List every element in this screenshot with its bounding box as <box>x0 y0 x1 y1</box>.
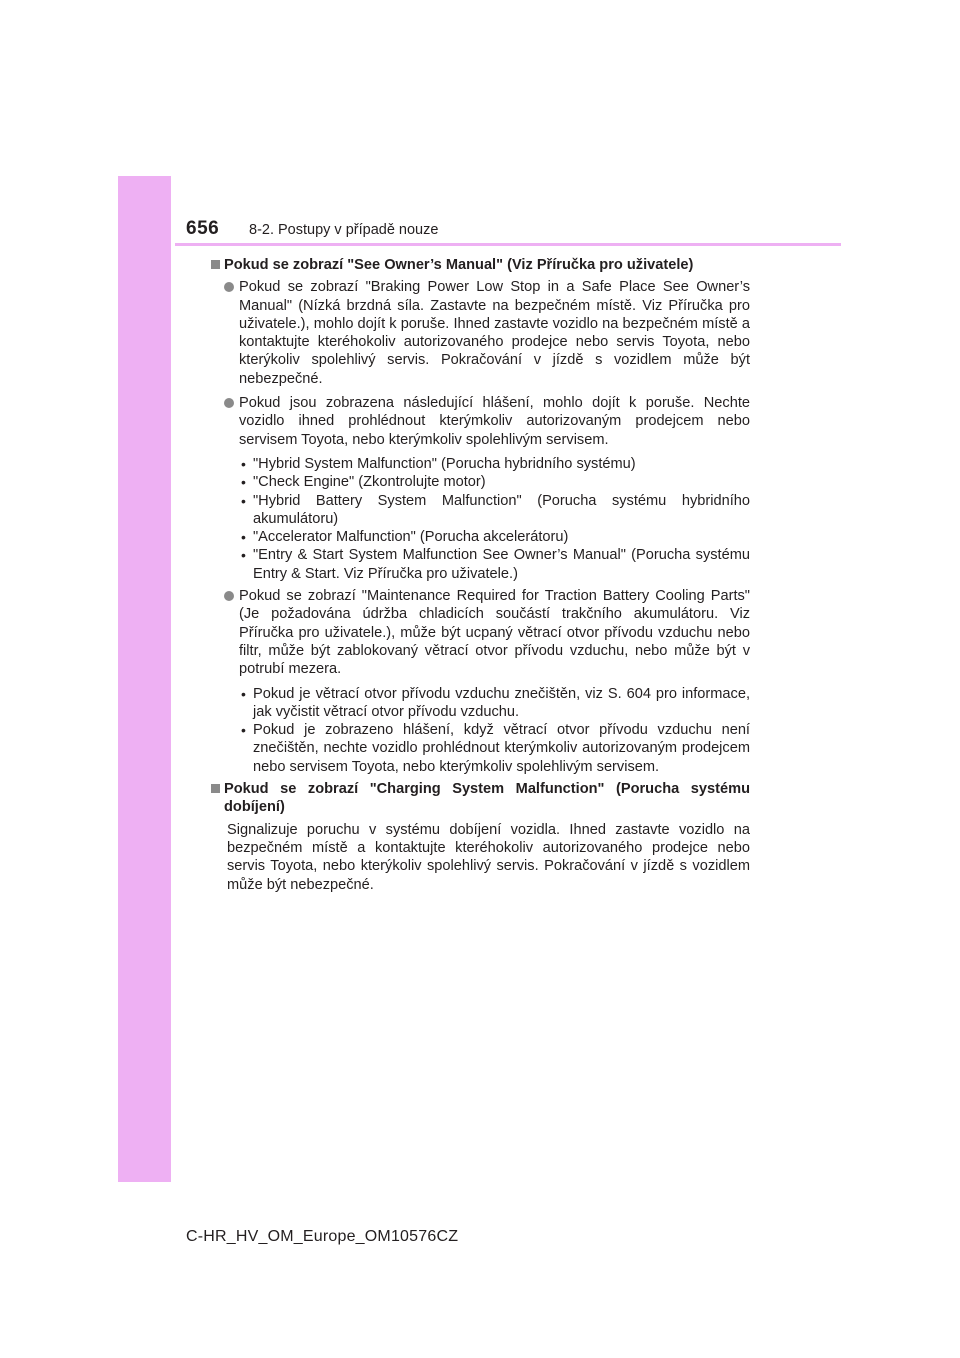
small-dot-icon: • <box>241 529 246 546</box>
circle-bullet-icon <box>224 591 234 601</box>
list-item: • "Check Engine" (Zkontrolujte motor) <box>241 474 486 491</box>
list-item: • "Accelerator Malfunction" (Porucha akcelerátoru) <box>241 529 569 546</box>
bullet-item: Pokud se zobrazí "Maintenance Required for Traction Battery Cooling Parts" (Je požadována údržba chladicích součástí trakčního akumulátoru. Viz Příručka pro uživatele.), může být ucpaný větrací otvor přívodu vzduchu nebo filtr, může být zablokovaný větrací otvor přívodu vzduchu, nebo může být v potrubí mezera. <box>210 587 750 678</box>
small-dot-icon: • <box>241 492 246 509</box>
square-bullet-icon <box>211 260 220 269</box>
list-item: • Pokud je větrací otvor přívodu vzduchu znečištěn, viz S. 604 pro informace, jak vyčistit větrací otvor přívodu vzduchu. <box>241 685 750 720</box>
circle-bullet-icon <box>224 398 234 408</box>
list-item: • "Hybrid Battery System Malfunction" (Porucha systému hybridního akumulátoru) <box>241 492 750 527</box>
square-bullet-icon <box>211 784 220 793</box>
circle-bullet-icon <box>224 282 234 292</box>
document-code: C-HR_HV_OM_Europe_OM10576CZ <box>186 1228 459 1245</box>
section-heading-2: Pokud se zobrazí "Charging System Malfunction" (Porucha systému dobíjení) <box>210 780 750 817</box>
side-tab-bar <box>118 176 171 1182</box>
small-dot-icon: • <box>241 722 246 739</box>
list-item: • Pokud je zobrazeno hlášení, když větrací otvor přívodu vzduchu není znečištěn, nechte vozidlo prohlédnout kterýmkoliv autorizovaným prodejcem nebo servisem Toyota, nebo kterýmkoliv spolehlivým servisem. <box>241 722 750 775</box>
small-dot-icon: • <box>241 474 246 491</box>
page-number: 656 <box>186 218 220 239</box>
section-paragraph: Signalizuje poruchu v systému dobíjení vozidla. Ihned zastavte vozidlo na bezpečném místě a kontaktujte kteréhokoliv autorizovaného prodejce nebo servis Toyota, nebo kterýkoliv spolehlivý servis. Pokračování v jízdě s vozidlem může být nebezpečné. <box>227 821 750 893</box>
bullet-item: Pokud se zobrazí "Braking Power Low Stop in a Safe Place See Owner’s Manual" (Nízká brzdná síla. Zastavte na bezpečném místě. Viz Příručka pro uživatele.), mohlo dojít k poruše. Ihned zastavte vozidlo na bezpečném místě a kontaktujte kteréhokoliv autorizovaného prodejce nebo servis Toyota, nebo kterýkoliv spolehlivý servis. Pokračování v jízdě s vozidlem může být nebezpečné. <box>210 278 750 388</box>
small-dot-icon: • <box>241 547 246 564</box>
list-item: • "Entry & Start System Malfunction See Owner’s Manual" (Porucha systému Entry & Start. Viz Příručka pro uživatele.) <box>241 547 750 582</box>
small-dot-icon: • <box>241 685 246 702</box>
header-divider <box>175 243 841 246</box>
section-title: 8-2. Postupy v případě nouze <box>249 222 439 238</box>
list-item: • "Hybrid System Malfunction" (Porucha hybridního systému) <box>241 455 636 472</box>
small-dot-icon: • <box>241 455 246 472</box>
page-content <box>210 256 750 894</box>
section-heading-1: Pokud se zobrazí "See Owner’s Manual" (Viz Příručka pro uživatele) <box>210 256 750 274</box>
bullet-item: Pokud jsou zobrazena následující hlášení, mohlo dojít k poruše. Nechte vozidlo ihned prohlédnout kterýmkoliv autorizovaným prodejcem nebo servisem Toyota, nebo kterýmkoliv spolehlivým servisem. <box>210 394 750 449</box>
